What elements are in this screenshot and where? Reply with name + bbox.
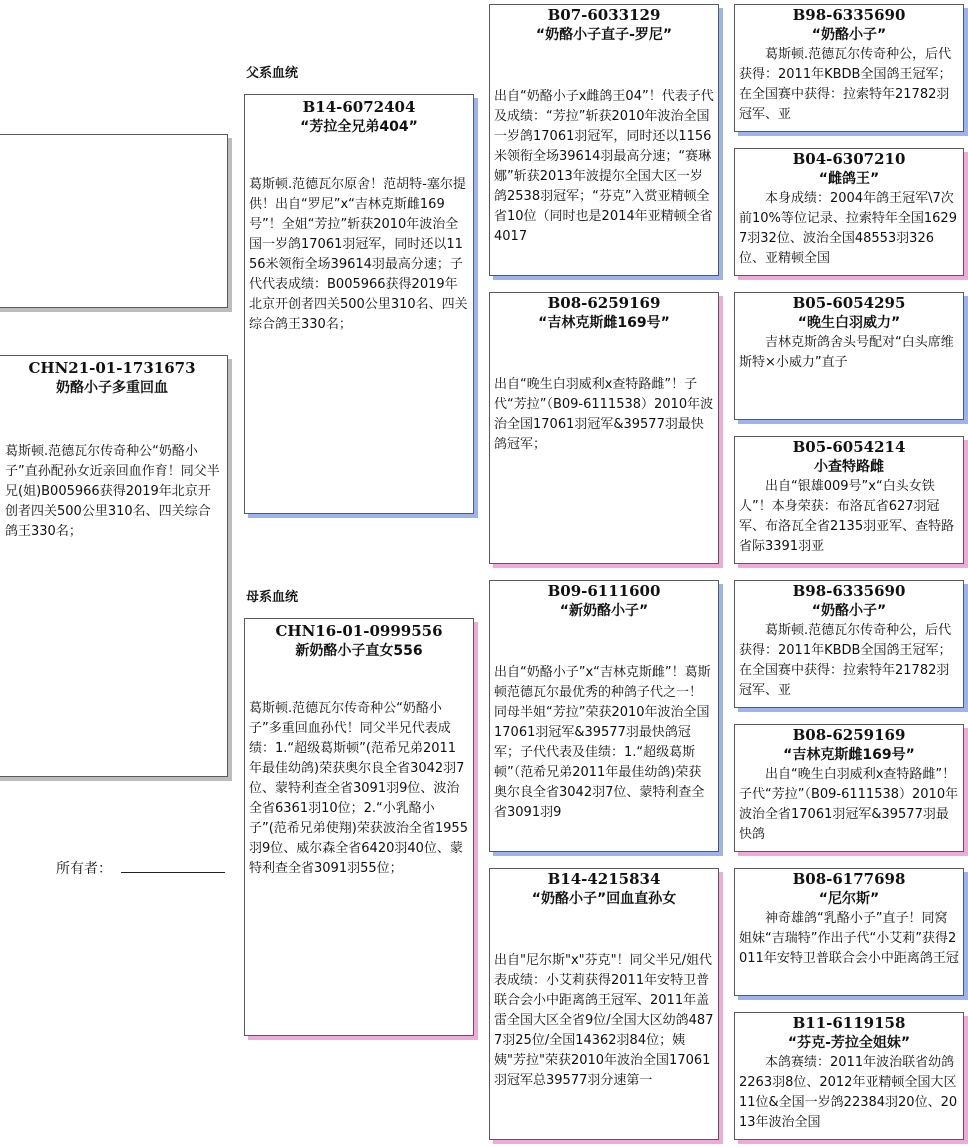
- ggp-dss-ring: B98-6335690: [792, 582, 906, 600]
- ggp-dds-card: [734, 868, 964, 996]
- ggp-dss-description: 葛斯顿.范德瓦尔传奇种公，后代获得：2011年KBDB全国鸽王冠军；在全国赛中获得：拉索特年21782羽冠军、亚: [739, 623, 952, 698]
- ggp-ssd-description: 本身成绩：2004年鸽王冠军\7次前10%等位记录、拉索特年全国16297羽32位、波治全国48553羽326位、亚精顿全国: [739, 191, 957, 266]
- paternal-grandsire-ring: B07-6033129: [547, 6, 661, 24]
- maternal-granddam-description: 出自"尼尔斯"x"芬克"！同父半兄/姐代表成绩：小艾莉获得2011年安特卫普联合会小中距离鸽王冠军、2011年盖雷全国大区全省9位/全国大区幼鸽4877羽25位/全国14362羽84位；姨姨"芳拉"荣获2010年波治全国17061羽冠军总39577羽分速第一: [494, 953, 714, 1088]
- dam-card: [244, 618, 474, 1036]
- maternal-granddam-name: “奶酪小子”回血直孙女: [531, 891, 677, 907]
- ggp-sdd-card: [734, 436, 964, 564]
- ggp-dsd-description: 出自“晚生白羽威利x查特路雌”！子代“芳拉”（B09-6111538）2010年波治全省17061羽冠军&39577羽最快鸽: [739, 767, 959, 842]
- paternal-granddam-card: [489, 292, 719, 564]
- maternal-grandsire-description: 出自“奶酪小子”x“吉林克斯雌”！葛斯顿范德瓦尔最优秀的种鸽子代之一！同母半姐“芳拉”荣获2010年波治全国17061羽冠军&39577羽最快鸽冠军；子代代表及佳绩：1.“超级葛斯顿”（范希兄弟2011年最佳幼鸽)荣获奥尔良全省3042羽7位、蒙特利查全省3091羽9: [494, 665, 711, 820]
- maternal-section-label: 母系血统: [246, 590, 299, 605]
- top-left-empty-box: [0, 134, 228, 308]
- dam-description: 葛斯顿.范德瓦尔传奇种公“奶酪小子”多重回血孙代！同父半兄代表成绩：1.“超级葛斯顿”(范希兄弟2011年最佳幼鸽)荣获奥尔良全省3042羽7位、蒙特利查全省3091羽9位、波治全省6361羽10位；2.“小乳酪小子”(范希兄弟使翔)荣获波治全省1955羽9位、威尔森全省6420羽40位、蒙特利查全省3091羽55位；: [249, 701, 468, 876]
- ggp-ddd-description: 本鸽赛绩：2011年波治联省幼鸽2263羽8位、2012年亚精顿全国大区11位&全国一岁鸽22384羽20位、2013年波治全国: [739, 1055, 958, 1130]
- dam-name: 新奶酪小子直女556: [295, 643, 423, 659]
- sire-description: 葛斯顿.范德瓦尔原舍！范胡特-塞尔提供！出自“罗尼”x“吉林克斯雌169号”！全姐“芳拉”斩获2010年波治全国一岁鸽17061羽冠军，同时还以1156米领衔全场39614羽最高分速；子代代表成绩：B005966获得2019年北京开创者四关500公里310名、四关综合鸽王330名；: [249, 177, 468, 332]
- ggp-dds-name: “尼尔斯”: [818, 891, 880, 907]
- maternal-granddam-card: [489, 868, 719, 1140]
- ggp-dss-name: “奶酪小子”: [811, 603, 887, 619]
- paternal-section-label: 父系血统: [246, 66, 299, 81]
- subject-name: 奶酪小子多重回血: [56, 380, 168, 396]
- ggp-dds-description: 神奇雄鸽“乳酪小子”直子！同窝姐妹“吉瑞特”作出子代“小艾莉”获得2011年安特卫普联合会小中距离鸽王冠: [739, 911, 959, 966]
- ggp-sdd-description: 出自“银雄009号”x“白头女铁人”！本身荣获：布洛瓦省627羽冠军、布洛瓦全省2135羽亚军、查特路省际3391羽亚: [739, 479, 955, 554]
- owner-label: 所有者：: [56, 861, 112, 877]
- ggp-sss-card: [734, 4, 964, 132]
- ggp-sds-ring: B05-6054295: [792, 294, 906, 312]
- ggp-sss-description: 葛斯顿.范德瓦尔传奇种公，后代获得：2011年KBDB全国鸽王冠军；在全国赛中获得：拉索特年21782羽冠军、亚: [739, 47, 952, 122]
- owner-line: [121, 872, 225, 873]
- ggp-dsd-name: “吉林克斯雌169号”: [783, 747, 915, 763]
- subject-description: 葛斯顿.范德瓦尔传奇种公“奶酪小子”直孙配孙女近亲回血作育！同父半兄(姐)B005966获得2019年北京开创者四关500公里310名、四关综合鸽王330名；: [5, 444, 220, 539]
- ggp-sdd-ring: B05-6054214: [792, 438, 906, 456]
- paternal-granddam-ring: B08-6259169: [547, 294, 661, 312]
- paternal-granddam-description: 出自“晚生白羽威利x查特路雌”！子代“芳拉”（B09-6111538）2010年波治全国17061羽冠军&39577羽最快鸽冠军；: [494, 377, 714, 452]
- ggp-ssd-card: [734, 148, 964, 276]
- maternal-grandsire-name: “新奶酪小子”: [559, 603, 649, 619]
- paternal-grandsire-name: “奶酪小子直子-罗尼”: [535, 27, 673, 43]
- maternal-grandsire-card: [489, 580, 719, 852]
- sire-ring: B14-6072404: [302, 98, 416, 116]
- ggp-sss-ring: B98-6335690: [792, 6, 906, 24]
- paternal-grandsire-card: [489, 4, 719, 276]
- ggp-dsd-card: [734, 724, 964, 852]
- maternal-grandsire-ring: B09-6111600: [547, 582, 661, 600]
- ggp-sds-name: “晚生白羽威力”: [797, 315, 901, 331]
- ggp-sss-name: “奶酪小子”: [811, 27, 887, 43]
- paternal-grandsire-description: 出自“奶酪小子x雌鸽王04”！代表子代及成绩：“芳拉”斩获2010年波治全国一岁鸽17061羽冠军，同时还以1156米领衔全场39614羽最高分速；“赛琳娜”斩获2013年波提尔全国大区一岁鸽2538羽冠军；“芬克”入赏亚精顿全省10位（同时也是2014年亚精顿全省4017: [494, 89, 714, 244]
- maternal-granddam-ring: B14-4215834: [547, 870, 661, 888]
- sire-card: [244, 94, 474, 514]
- sire-name: “芳拉全兄弟404”: [300, 119, 418, 135]
- ggp-ddd-name: “芬克-芳拉全姐妹”: [787, 1035, 911, 1051]
- subject-ring: CHN21-01-1731673: [28, 359, 196, 377]
- ggp-sds-card: [734, 292, 964, 420]
- ggp-dss-card: [734, 580, 964, 708]
- subject-card: [0, 355, 228, 777]
- ggp-ddd-ring: B11-6119158: [792, 1014, 906, 1032]
- ggp-ssd-name: “雌鸽王”: [818, 171, 880, 187]
- ggp-ssd-ring: B04-6307210: [792, 150, 906, 168]
- ggp-dsd-ring: B08-6259169: [792, 726, 906, 744]
- ggp-sds-description: 吉林克斯鸽舍头号配对“白头席维斯特×小威力”直子: [739, 335, 954, 370]
- paternal-granddam-name: “吉林克斯雌169号”: [538, 315, 670, 331]
- ggp-ddd-card: [734, 1012, 964, 1140]
- ggp-sdd-name: 小查特路雌: [814, 459, 884, 475]
- ggp-dds-ring: B08-6177698: [792, 870, 906, 888]
- dam-ring: CHN16-01-0999556: [275, 622, 443, 640]
